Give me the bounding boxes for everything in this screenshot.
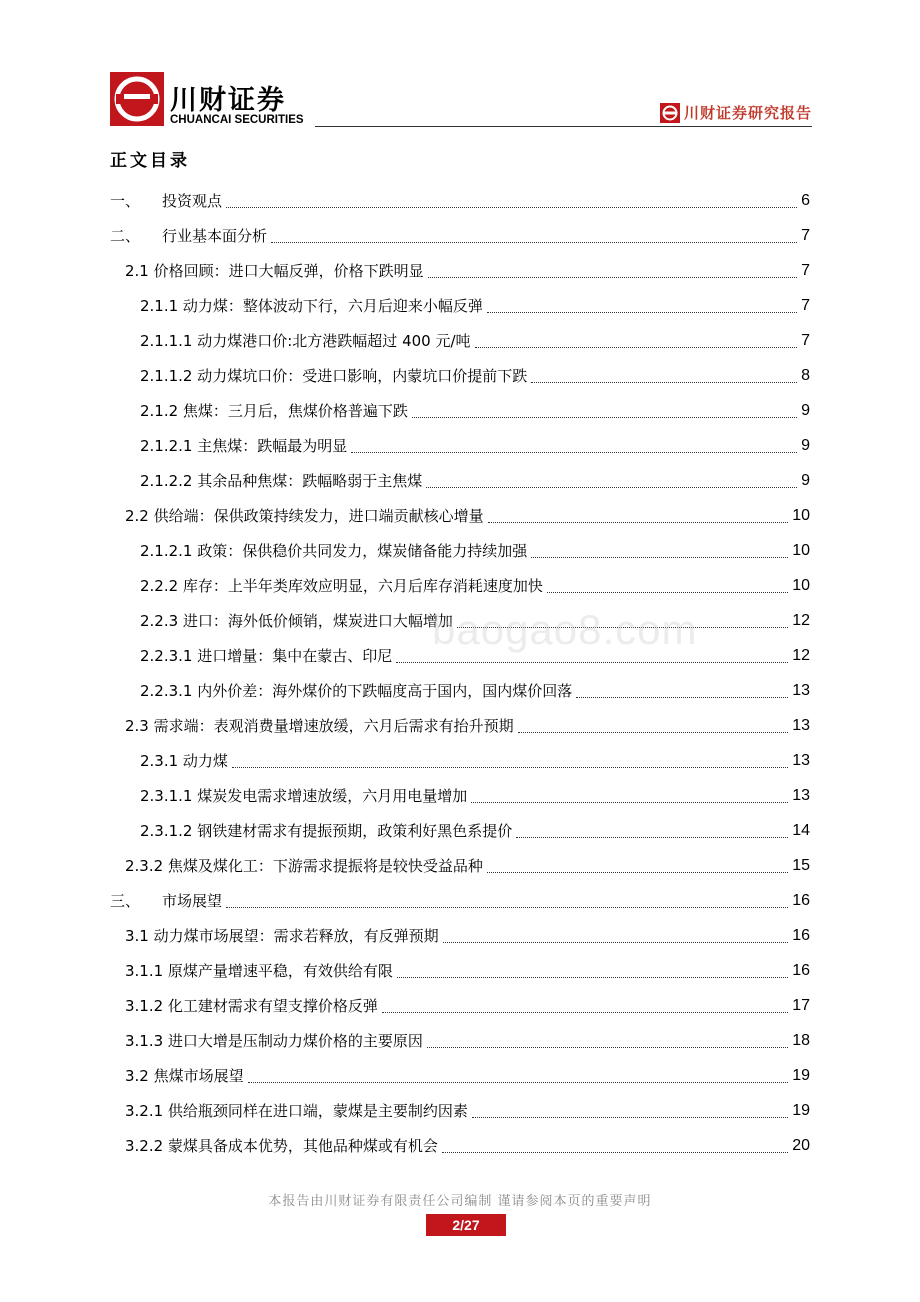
toc-entry-title: 2.3.1.1 煤炭发电需求增速放缓，六月用电量增加 <box>140 787 468 805</box>
toc-entry-page: 18 <box>792 1031 810 1049</box>
toc-entry-title: 3.1.2 化工建材需求有望支撑价格反弹 <box>125 997 378 1015</box>
toc-entry[interactable] <box>110 953 810 988</box>
toc-entry[interactable] <box>110 498 810 533</box>
report-label-text: 川财证券研究报告 <box>683 104 812 122</box>
toc-entry[interactable] <box>110 428 810 463</box>
toc-entry-title: 行业基本面分析 <box>162 227 268 245</box>
toc-leader-dots <box>396 662 788 663</box>
toc-entry-number: 三、 <box>110 892 141 910</box>
toc-entry[interactable] <box>110 813 810 848</box>
toc-entry-page: 10 <box>792 506 810 524</box>
footer-disclaimer: 本报告由川财证券有限责任公司编制 谨请参阅本页的重要声明 <box>268 1194 652 1209</box>
toc-entry[interactable] <box>110 253 810 288</box>
toc-leader-dots <box>472 1117 788 1118</box>
toc-entry-title: 3.1.1 原煤产量增速平稳，有效供给有限 <box>125 962 393 980</box>
toc-leader-dots <box>271 242 797 243</box>
toc-leader-dots <box>457 627 788 628</box>
toc-entry-title: 市场展望 <box>162 892 223 910</box>
toc-entry-page: 13 <box>792 786 810 804</box>
toc-leader-dots <box>351 452 797 453</box>
toc-entry[interactable] <box>110 183 810 218</box>
toc-entry-title: 2.2.3 进口：海外低价倾销，煤炭进口大幅增加 <box>140 612 453 630</box>
toc-entry-page: 12 <box>792 646 810 664</box>
toc-leader-dots <box>531 382 797 383</box>
report-label <box>660 102 812 123</box>
toc-entry[interactable] <box>110 323 810 358</box>
toc-entry-title: 2.2.3.1 进口增量：集中在蒙古、印尼 <box>140 647 393 665</box>
toc-entry[interactable] <box>110 358 810 393</box>
toc-entry[interactable] <box>110 218 810 253</box>
toc-entry-page: 7 <box>801 296 810 314</box>
toc-entry[interactable] <box>110 1093 810 1128</box>
toc-entry-page: 8 <box>801 366 810 384</box>
toc-leader-dots <box>428 277 797 278</box>
toc-entry-title: 3.1.3 进口大增是压制动力煤价格的主要原因 <box>125 1032 423 1050</box>
toc-entry[interactable] <box>110 393 810 428</box>
toc-leader-dots <box>382 1012 788 1013</box>
toc-leader-dots <box>248 1082 789 1083</box>
toc-entry[interactable] <box>110 568 810 603</box>
header-divider <box>315 126 812 127</box>
toc-entry-page: 6 <box>801 191 810 209</box>
toc-leader-dots <box>226 207 797 208</box>
toc-entry-page: 16 <box>792 961 810 979</box>
toc-leader-dots <box>443 942 789 943</box>
chuancai-logo-icon <box>110 72 164 126</box>
page-number-badge: 2/27 <box>426 1214 506 1236</box>
toc-leader-dots <box>226 907 788 908</box>
page-header <box>0 0 920 140</box>
toc-entry-title: 2.1.1.1 动力煤港口价:北方港跌幅超过 400 元/吨 <box>140 332 471 350</box>
toc-leader-dots <box>518 732 789 733</box>
toc-entry-page: 19 <box>792 1066 810 1084</box>
toc-entry-title: 2.1 价格回顾：进口大幅反弹，价格下跌明显 <box>125 262 424 280</box>
toc-entry-title: 3.2.2 蒙煤具备成本优势，其他品种煤或有机会 <box>125 1137 438 1155</box>
toc-entry-page: 7 <box>801 261 810 279</box>
toc-entry-page: 15 <box>792 856 810 874</box>
toc-leader-dots <box>487 312 797 313</box>
toc-entry[interactable] <box>110 743 810 778</box>
toc-leader-dots <box>232 767 788 768</box>
toc-entry[interactable] <box>110 778 810 813</box>
toc-entry-page: 16 <box>792 926 810 944</box>
toc-leader-dots <box>426 487 797 488</box>
toc-entry-title: 2.2.2 库存：上半年类库效应明显，六月后库存消耗速度加快 <box>140 577 543 595</box>
toc-entry-title: 2.3.1.2 钢铁建材需求有提振预期，政策利好黑色系提价 <box>140 822 513 840</box>
toc-entry[interactable] <box>110 463 810 498</box>
toc-entry[interactable] <box>110 533 810 568</box>
toc-leader-dots <box>547 592 788 593</box>
toc-entry[interactable] <box>110 673 810 708</box>
toc-entry-title: 2.3.2 焦煤及煤化工：下游需求提振将是较快受益品种 <box>125 857 483 875</box>
toc-leader-dots <box>412 417 797 418</box>
toc-entry-title: 投资观点 <box>162 192 223 210</box>
toc-entry-title: 3.1 动力煤市场展望：需求若释放，有反弹预期 <box>125 927 439 945</box>
toc-entry-page: 10 <box>792 576 810 594</box>
toc-entry-title: 3.2 焦煤市场展望 <box>125 1067 244 1085</box>
table-of-contents <box>110 183 810 1163</box>
toc-entry[interactable] <box>110 883 810 918</box>
toc-entry-page: 19 <box>792 1101 810 1119</box>
toc-leader-dots <box>488 522 789 523</box>
toc-entry-page: 13 <box>792 716 810 734</box>
toc-entry-page: 7 <box>801 331 810 349</box>
chuancai-small-logo-icon <box>660 103 680 123</box>
toc-leader-dots <box>442 1152 788 1153</box>
toc-entry[interactable] <box>110 1128 810 1163</box>
watermark: baogao8.com <box>432 606 698 653</box>
toc-entry-page: 16 <box>792 891 810 909</box>
toc-entry-page: 17 <box>792 996 810 1014</box>
toc-entry[interactable] <box>110 638 810 673</box>
toc-entry-title: 2.3.1 动力煤 <box>140 752 228 770</box>
toc-leader-dots <box>397 977 788 978</box>
toc-entry-title: 2.1.2 焦煤：三月后，焦煤价格普遍下跌 <box>140 402 408 420</box>
toc-entry-title: 2.1.2.1 政策：保供稳价共同发力，煤炭储备能力持续加强 <box>140 542 528 560</box>
toc-leader-dots <box>471 802 788 803</box>
toc-entry-title: 2.2.3.1 内外价差：海外煤价的下跌幅度高于国内，国内煤价回落 <box>140 682 573 700</box>
toc-entry-page: 9 <box>801 436 810 454</box>
toc-entry[interactable] <box>110 988 810 1023</box>
toc-entry-title: 2.1.2.1 主焦煤：跌幅最为明显 <box>140 437 348 455</box>
toc-title: 正文目录 <box>110 151 190 171</box>
toc-entry-title: 2.2 供给端：保供政策持续发力，进口端贡献核心增量 <box>125 507 484 525</box>
toc-entry-page: 10 <box>792 541 810 559</box>
toc-leader-dots <box>576 697 788 698</box>
toc-leader-dots <box>475 347 798 348</box>
toc-entry-page: 13 <box>792 751 810 769</box>
toc-entry-title: 2.3 需求端：表观消费量增速放缓，六月后需求有抬升预期 <box>125 717 514 735</box>
toc-leader-dots <box>531 557 788 558</box>
toc-entry-number: 二、 <box>110 227 141 245</box>
toc-entry[interactable] <box>110 708 810 743</box>
toc-entry-title: 2.1.1.2 动力煤坑口价：受进口影响，内蒙坑口价提前下跌 <box>140 367 528 385</box>
toc-entry-page: 7 <box>801 226 810 244</box>
toc-entry[interactable] <box>110 288 810 323</box>
toc-entry-title: 2.1.1 动力煤：整体波动下行，六月后迎来小幅反弹 <box>140 297 483 315</box>
toc-entry-page: 13 <box>792 681 810 699</box>
toc-entry-page: 9 <box>801 401 810 419</box>
toc-entry-number: 一、 <box>110 192 141 210</box>
toc-leader-dots <box>516 837 788 838</box>
toc-leader-dots <box>487 872 788 873</box>
toc-entry-title: 2.1.2.2 其余品种焦煤：跌幅略弱于主焦煤 <box>140 472 423 490</box>
toc-entry-title: 3.2.1 供给瓶颈同样在进口端，蒙煤是主要制约因素 <box>125 1102 468 1120</box>
brand-name-cn: 川财证券 <box>170 85 286 116</box>
toc-entry[interactable] <box>110 918 810 953</box>
toc-entry[interactable] <box>110 1023 810 1058</box>
toc-entry-page: 14 <box>792 821 810 839</box>
toc-entry[interactable] <box>110 848 810 883</box>
toc-entry-page: 20 <box>792 1136 810 1154</box>
toc-entry[interactable] <box>110 603 810 638</box>
toc-leader-dots <box>427 1047 788 1048</box>
toc-entry-page: 12 <box>792 611 810 629</box>
toc-entry[interactable] <box>110 1058 810 1093</box>
toc-entry-page: 9 <box>801 471 810 489</box>
brand-name-en: CHUANCAI SECURITIES <box>170 114 304 126</box>
